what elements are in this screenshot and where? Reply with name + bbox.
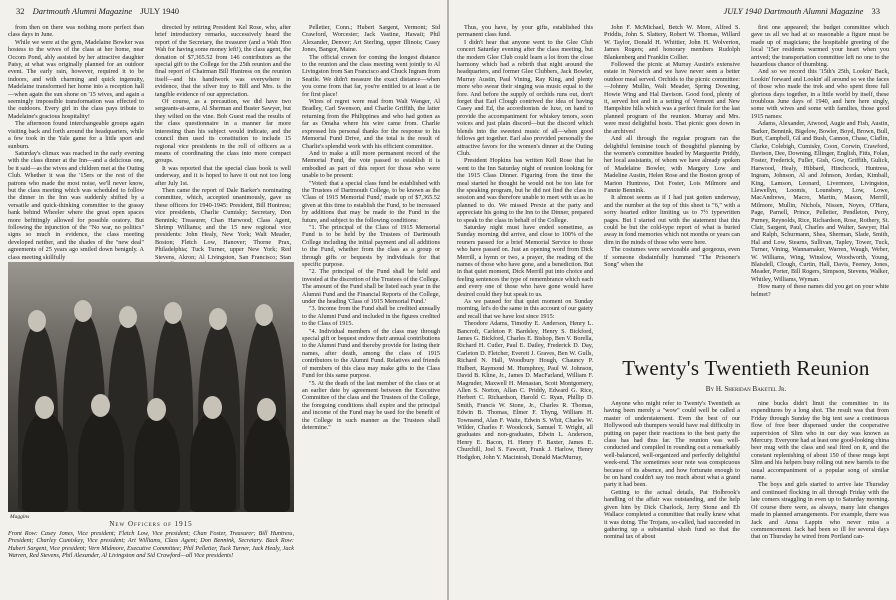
paragraph: Then came the report of Dale Barker's nominating committee, which, accepted unanimously, gave us these officers for 1940-1945: President, Bill Huntress; vice presidents, Charlie Cumisky; Secretary, Don Bennink; Treasurer, Chan Harwood; Class Agent, Shrimp Williams; and the 15 new regional vice presidents: John Healy, New York; Walt Meader, Boston; Fletch Low, Hanover; Thorne Prax, Philadelphia; Tuck Turner, upper New York; Red Stevens, Akron; Al Livingston, San Francisco; Stan bbox=[155, 186, 291, 261]
paragraph: "2. The principal of the Fund shall be held and invested at the discretion of the Trustees of the College. The amount of the Fund shall be listed each year in the Alumni Fund and the Financial Reports of the College, under the heading 'Class of 1915 Memorial Fund.' bbox=[302, 268, 440, 306]
right-magazine-title: Dartmouth Alumni Magazine bbox=[763, 6, 864, 16]
paragraph: Saturday's climax was reached in the early evening with the class dinner at the Inn—and a delicious one, be it said—as the wives and children met at the Outing Club. Whether it was the '15ers or the rest of the patrons who made the most noise, we'll never know, but the class meeting which was scheduled to follow the dinner in the Inn was suddenly shifted by a versatile and quick-thinking committee to the grassy bank behind Wheeler where the great open spaces more befittingly allowed for possible oratory. But following the injunction of the "No war, no politics" signs so much in evidence, the class meeting developed neither, and the shades of the "new deal" agreements of 25 years ago smiled down benignly. A class meeting skillfully bbox=[8, 149, 144, 261]
article-column-1 bbox=[604, 400, 740, 592]
article-byline: By H. Sheridan Baketel Jr. bbox=[705, 385, 787, 393]
article-column-2 bbox=[751, 400, 889, 592]
left-page bbox=[0, 0, 447, 600]
paragraph: How many of these names did you get on your white helmet? bbox=[751, 283, 889, 298]
paragraph: And so we record this '15th's 25th, Lookin' Back, Lookin' forward and Lookin' all around so we the faces of those who made the trek and who spent three full glorious days together, in a little world by itself, these troublous June days of 1940, and here here singly, some with wives and some with families, those good 1915 names: bbox=[751, 68, 889, 120]
paragraph: It was reported that the special class book is well underway, and it is hoped to have it out not too long after July 1st. bbox=[155, 164, 291, 187]
paragraph: Followed the picnic at Murray Austin's extensive estate in Norwich and we have never seen a better outdoor meal served. Orchids to the picnic committee:—Johnny Mullin, Walt Meader, Spring Downing, Howie Wing and Hal Davison. Good food, plenty of it, served hot and in a setting of Vermont and New Hampshire hills which was a perfect finale for the last planned program of the reunion. Murray and Mrs. were most delightful hosts. That picnic goes down in the archives! bbox=[604, 61, 740, 135]
paragraph: The official crown for coming the longest distance to the reunion and the class meeting went jointly to Al Livingston from San Francisco and Chuck Ingram from Seattle. We didn't measure the exact distance—when you come from that far, you're entitled to at least a tie for first place! bbox=[302, 53, 440, 98]
paragraph: Pelletier, Conn.; Hubert Sargent, Vermont; Sid Crawford, Worcester; Jack Vastine, Hawaii; Phil Alexander, Denver; Art Sterling, upper Illinois; Casey Jones, Bangor, Maine. bbox=[302, 24, 440, 54]
paragraph: "1. The principal of the Class of 1915 Memorial Fund is to be held by the Trustees of Dartmouth College including the initial payment and all additions to the Fund, whether from the class as a group or through gifts or bequests by individuals for that specific purpose. bbox=[302, 223, 440, 268]
paragraph: President Hopkins has written Kell Rose that he went to the Inn Saturday night of reunion looking for the 1915 Class Dinner. Figuring from the time the meal started he thought he would not be too late for the speaking program, but he did not find the class in session and was therefore unable to meet with us as he planned to do. We missed Prexie at the party and appreciate his going to the Inn to the Dinner, prepared to speak to the class in behalf of the College. bbox=[457, 157, 593, 224]
right-running-header bbox=[723, 6, 886, 16]
article-headline: Twenty's Twentieth Reunion bbox=[622, 356, 870, 380]
left-page-number: 32 bbox=[16, 6, 25, 16]
paragraph: "Voted: that a special class fund be established with the Trustees of Dartmouth College, to be known as the 'Class of 1915 Memorial Fund,' made up of $7,365.52 given at this time to establish the Fund, to be increased by additions that may be made to the Fund in the future, and subject to the following conditions: bbox=[302, 179, 440, 224]
left-column-1 bbox=[8, 24, 144, 261]
paragraph: "4. Individual members of the class may through special gift or bequest endow their annual contributions to the Alumni Fund and thereby provide for listing their names, after death, among the class of 1915 contributors to the Alumni Fund. Relatives and friends of members of this class may make gifts to the Class Fund for this same purpose. bbox=[302, 327, 440, 380]
photo-caption: Front Row: Casey Jones, Vice president; Fletch Low, Vice president; Chan Foster, Treasurer; Bill Huntress, President; Charley Cumiskey, Vice president; Art Williams, Class Agent; Don Bennink, Secretary. Back Row: Hubert Sargent, Vice president; Vern Midmore, Executive Committee; Phil Pelletier, Tuck Turner, Jack Healy, Jack Warren, Red Stevens, Phil Alexander, Al Livingston and Sid Crawford—all Vice presidents! bbox=[8, 530, 294, 560]
group-photo bbox=[8, 262, 294, 512]
paragraph: And all through the regular program ran the delightful feminine touch of thoughtful planning by the women's committee headed by Marguerite Priddy, her local assistants, of whom we have already spoken of Madelaine Bowler, with Margery Low and Madeline Austin, Helen Rose and the Boston group of Marion Huntress, Dot Foster, Lois Milmore and Fannie Bennink. bbox=[604, 135, 740, 194]
left-magazine-title: Dartmouth Alumni Magazine bbox=[32, 6, 133, 16]
paragraph: Theodore Adams, Timothy E. Anderson, Henry L. Bancroft, Carleton P. Bardsley, Henry S. Bickford, James G. Bickford, Charles E. Bishop, Ben V. Borella, Richard H. Cutler, Paul E. Dailey, Frederick D. Day, Carleton D. Fletcher, Everett J. Graves, Ben W. Gulls, Richard N. Hall, Woodbury Hough, Chauncy P. Hulbert, Raymond M. Humphrey, Paul W. Johnson, David B. Kline, Jr., James D. MacFarland, William F. Magruder, Maxwell H. Menasian, Scott Montgomery, Allen S. Norton, Allan C. Priddy, Edward G. Rice, Herbert C. Richardson, Harold C. Ryan, Phillip D. Smith, Francis W. Stone, Jr., Charles R. Thomas, Edwin B. Thomas, Elmer F. Thyng, William H. Townsend, Alan F. Waite, Edwin S. Whit, Charles W. Wilder, Charles F. Woodcock, Samuel T. Wright, all graduates and non-graduates, Edwin L. Anderson, Henry E. Bacon, H. Henry F. Baxter, James E. Churchill, Joel S. Fawcett, Frank J. Harlow, Henry Hodgdon, John Y. Macintosh, Donald MacMurray, bbox=[457, 320, 593, 461]
paragraph: The afternoon found interchangeable groups again visiting back and forth around the headquarters, while a few took in the Yale game for a little sport and sunburn. bbox=[8, 120, 144, 150]
paragraph: Anyone who might refer to Twenty's Twentieth as having been merely a "wow" could well be called a master of understatement. Even the best of our Hollywood sub thumpers would have real difficulty in putting on paper their reactions to the best party the class has had thus far. The reunion was well-conducted and compiled in rounding out a remarkably well-balanced, well-organized and perfectly delightful week-end. The sometimes sour note was conspicuous because of its absence, and how fortunate enough to be on hand couldn't say too much about what a grand party it had been. bbox=[604, 400, 740, 489]
paragraph: And to make a still more permanent record of the Memorial Fund, the vote passed to establish it is embodied as part of this report for those who were unable to be present: bbox=[302, 149, 440, 180]
paragraph: from then on there was nothing more perfect than class days in June. bbox=[8, 24, 144, 39]
photo-caption-title: New Officers of 1915 bbox=[109, 520, 193, 528]
paragraph: John F. McMichael, Betch W. More, Alfred S. Priddis, John S. Slattery, Robert W. Thomas, Willard W. Taylor, Donald H. Whittier, John H. Wolverton, James Rogers; and honorary members Rudolph Blankenberg and Franklin Collier. bbox=[604, 24, 740, 61]
paragraph: Thus, you have, by your gifts, established this permanent class fund. bbox=[457, 24, 593, 39]
paragraph: "3. Income from the Fund shall be credited annually to the Alumni Fund and included in the figures credited to the Class of 1915. bbox=[302, 305, 440, 328]
paragraph: Wires of regret were read from Walt Wanger, Al Bradley, Carl Swenson, and Charlie Griffith, the latter returning from the Philippines and who had gotten as far as Omaha where his wire came from. Charlie expressed his personal thanks for the response to his Memorial Fund Drive, and the total is the result of Charlie's splendid work with his efficient committee. bbox=[302, 98, 440, 150]
paragraph: "5. At the death of the last member of the class or at an earlier date by agreement between the Executive Committee of the class and the Trustees of the College, the foregoing conditions shall expire and the principal and income of the Fund may be used for the benefit of the College in such manner as the Trustees shall determine." bbox=[302, 379, 440, 431]
paragraph: I didn't hear that anyone went to the Glee Club concert Saturday evening after the class meeting, but the modern Glee Club could learn a lot from the close harmony which had a rebirth that night around the headquarters, and former Glee Clubbers, Jack Bowler, Murray Austin, Paul Vining, Ray King, and plenty more who swear their singing was music equal to the fore. And before the supply of orchids runs out, don't forget that Earl Clough contrived the idea of having Casey and Ed, the accordionists de luxe, on hand to provide the accompaniment for whiskey tenors, soon voices and just plain discord—but the discord which blends into the sweetest music of all—when good fellows get together. Earl also provided personally the attractive favors for the women's dinner at the Outing Club. bbox=[457, 38, 593, 157]
right-issue-date: JULY 1940 bbox=[723, 6, 762, 16]
right-column-2 bbox=[604, 24, 740, 342]
paragraph: nine bucks didn't limit the committee in its expenditures by a long shot. The result was that from Friday through Sunday the big tent saw a continuous flow of free beer dispensed under the cooperative supervision of Slim who in our day was known as Mercury. Everyone had at least one good-looking china beer mug with the class and seal fired on it, and the constant replenishing of about 150 of these mugs kept Slim and his helpers busy rolling out new barrels to the usual accompaniment of a popular song of similar name. bbox=[751, 400, 889, 482]
right-column-1 bbox=[457, 24, 593, 592]
paragraph: Of course, as a precaution, we did have two sergeants-at-arms, Al Sherman and Buster Sawyer, but they wilted on the vine. Bob Guest read the results of the class questionnaire in a manner far more interesting than his subject would indicate, and the council then used its constitution to include 15 regional vice presidents in the roll of officers as a means of coordinating the class into more compact groups. bbox=[155, 98, 291, 165]
paragraph: The costumes were serviceable and gorgeous, even if someone disdainfully hummed "The Prisoner's Song" when the bbox=[604, 246, 740, 268]
paragraph: While we were at the gym, Madelaine Bowker was hostess to the wives of the class at her home, near Occom Pond, ably assisted by her attractive daughter Patsy, at what was originally planned for an outdoor event. The early rain, however, required it to be indoors, and with charming and quick ingenuity, Madelaine transformed her home into a reception hall—when again the sun shone on '15 wives, and again a seemingly impossible transformation was effected to the outdoors. Every girl in the class pays tribute to Madelaine's gracious hospitality! bbox=[8, 38, 144, 120]
left-column-3 bbox=[302, 24, 440, 592]
paragraph: Saturday night must have ended sometime, as Sunday morning did arrive, and close to 100% of the reuners passed for a brief Memorial Service to those who have passed on. Just an opening word from Dick Merrill, a hymn or two, a prayer, the reading of the names of those who have gone, and a benediction. But in that quiet moment, Dick Merrill put into choice and feeling sentences the type of remembrance which each and every one of those who have gone would have desired could they but speak to us. bbox=[457, 223, 593, 298]
left-column-2 bbox=[155, 24, 291, 261]
paragraph: As we paused for that quiet moment on Sunday morning, let's do the same in this account of our gaiety and recall that we have lost since 1915: bbox=[457, 298, 593, 320]
paragraph: The boys and girls started to arrive late Thursday and continued flocking in all through Friday with the late comers straggling in even up to Saturday morning. Of course there were, as always, many late changes made in planned arrangements. For example, there was Jack and Anna Lappin who never miss a commencement. Jack had been so ill for several days that on Thursday he wired from Portland can- bbox=[751, 481, 889, 541]
right-column-3 bbox=[751, 24, 889, 342]
paragraph: Adams, Alexander, Atwood, Augie and Fish, Austin, Barker, Bennink, Bigelow, Bowler, Boyd, Brown, Bull, Burt, Campbell, Gil and Bush, Cannon, Chase, Claflin, Clarke, Colebigh, Cumisky, Coon, Corwin, Crawford, Davison, Dee, Downing, Ellinger, English, Fitts, Folan, Foster, Frederick, Fuller, Gish, Gow, Griffith, Gulick, Harwood, Healy, Hibbard, Hinchcock, Huntress, Ingram, Johnson, Al and Johnson, Jordan, Kimball, King, Lamson, Leonard, Livermore, Livingston, Llewellyn, Loomis, Lounsbery, Low, Lowe, MacAndrews, Macro, Martin, Mason, Merrill, Milmore, Mullin, Nichols, Nissen, Noyes, O'Hara, Page, Parnell, Prince, Pelletier, Pendleton, Perry, Purney, Reynolds, Rice, Richardson, Rose, Rothery, St. Clair, Sargent, Paul, Charles and Walter, Sawyer, Hal and Ralph, Schurmann, Shea, Sherman, Slade, Smith, Hal and Low, Stearns, Sullivan, Tapley, Tower, Tuck, Turner, Vining, Wannamaker, Warren, Waugh, Weber, W. Williams, Wing, Winslow, Woodworth, Young, Blaisdell, Clough, Curtin, Hall, Davis, Feeney, Jones, Meader, Porter, Bill Rogers, Simpson, Stevens, Walker, Whitley, Williams, Wyman. bbox=[751, 120, 889, 283]
left-issue-date: JULY 1940 bbox=[140, 6, 179, 16]
photo-credit: Maggins bbox=[10, 514, 30, 520]
paragraph: directed by retiring President Kel Rose, who, after brief introductory remarks, successively heard the report of the Secretary, the treasurer (and a Wah Hoo Wah for having some money left!), the class agent, the donation of $7,365.52 from 146 contributors as the special gift to the College for the 25th reunion and the final report of Chairman Bill Huntress on the reunion itself—and his handiwork was everywhere in evidence, that the silver tray to Bill and Mrs. is the tangible evidence of our appreciation. bbox=[155, 24, 291, 98]
paragraph: first one appeared; the budget committee which gave us all we had at so reasonable a figure must be made up of magicians; the hospitable greeting of the local '15er residents warmed your heart when you arrived; the transportation committee left no one to the hazardous chance of thumbing. bbox=[751, 24, 889, 69]
left-running-header bbox=[10, 6, 185, 16]
right-page bbox=[449, 0, 896, 600]
right-page-number: 33 bbox=[871, 6, 880, 16]
paragraph: It almost seems as if I had just gotten underway, and the number at the top of this sheet is "6," with a sorry hearted editor limiting us to 7½ typewritten pages. But I started out with the statement that this could be but the cold-type report of what is buried away in fond memories which not months or years can dim in the minds of those who were here. bbox=[604, 194, 740, 246]
paragraph: Getting to the actual details, Pat Holbrook's handling of the affair was outstanding, and the help given him by Dick Charlock, Jerry Stone and Eb Wallace completed a committee that really knew what it was doing. The Trojans, so-called, had succeeded in gathering up a substantial slush fund so that the nominal tax of about bbox=[604, 488, 740, 541]
